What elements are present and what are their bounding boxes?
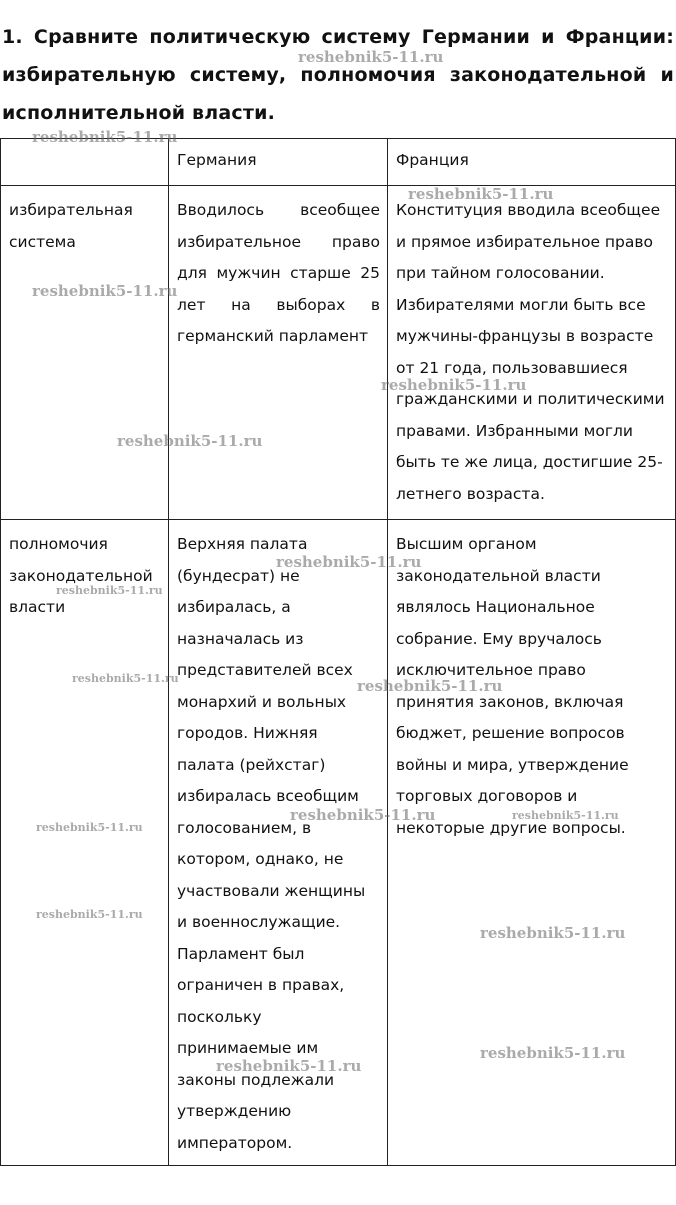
watermark: reshebnik5-11.ru — [36, 908, 143, 921]
header-france-text: Франция — [396, 151, 469, 169]
table-header-row — [1, 139, 676, 186]
table-row — [1, 520, 676, 1166]
table-row — [1, 186, 676, 520]
france-electoral-text: Конституция вводила всеобщее и прямое избирательное право при тайном голосовании. Избирателями могли быть все мужчины-французы в возрасте от 21 года, пользовавшиеся гражданскими и политическими правами. Избранными могли быть те же лица, достигшие 25-летнего возраста. — [396, 201, 665, 503]
germany-cell — [169, 520, 388, 1166]
watermark: reshebnik5-11.ru — [480, 1044, 626, 1062]
germany-electoral-text: Вводилось всеобщее избирательное право для мужчин старше 25 лет на выборах в германский парламент — [177, 201, 380, 345]
watermark: reshebnik5-11.ru — [480, 924, 626, 942]
watermark: reshebnik5-11.ru — [381, 376, 527, 394]
watermark: reshebnik5-11.ru — [290, 806, 436, 824]
header-germany-text: Германия — [177, 151, 257, 169]
watermark: reshebnik5-11.ru — [56, 584, 163, 597]
task-heading: 1. Сравните политическую систему Германии и Франции: избирательную систему, полномочия законодательной и исполнительной власти. — [2, 26, 674, 124]
comparison-table — [0, 138, 676, 1166]
watermark: reshebnik5-11.ru — [117, 432, 263, 450]
watermark: reshebnik5-11.ru — [36, 821, 143, 834]
header-cell-empty — [1, 139, 169, 186]
germany-legislative-text: Верхняя палата (бундесрат) не избиралась, а назначалась из представителей всех монархий и вольных городов. Нижняя палата (рейхстаг) избиралась всеобщим голосованием, в котором, однако, не участвовали женщины и военнослужащие. Парламент был ограничен в правах, поскольку принимаемые им законы подлежали утверждению императором. — [177, 535, 366, 1152]
france-cell — [388, 520, 676, 1166]
row-label-cell — [1, 520, 169, 1166]
row-label-electoral-system: избирательная система — [9, 201, 133, 251]
germany-cell — [169, 186, 388, 520]
watermark: reshebnik5-11.ru — [72, 672, 179, 685]
watermark: reshebnik5-11.ru — [32, 128, 178, 146]
watermark: reshebnik5-11.ru — [32, 282, 178, 300]
france-legislative-text: Высшим органом законодательной власти являлось Национальное собрание. Ему вручалось исключительное право принятия законов, включая бюджет, решение вопросов войны и мира, утверждение торговых договоров и некоторые другие вопросы. — [396, 535, 629, 837]
watermark: reshebnik5-11.ru — [512, 809, 619, 822]
watermark: reshebnik5-11.ru — [276, 553, 422, 571]
header-cell-france — [388, 139, 676, 186]
france-cell — [388, 186, 676, 520]
watermark: reshebnik5-11.ru — [408, 185, 554, 203]
row-label-cell — [1, 186, 169, 520]
watermark: reshebnik5-11.ru — [298, 48, 444, 66]
watermark: reshebnik5-11.ru — [357, 677, 503, 695]
watermark: reshebnik5-11.ru — [216, 1057, 362, 1075]
header-cell-germany — [169, 139, 388, 186]
row-label-legislative-powers: полномочия законодательной власти — [9, 535, 153, 616]
